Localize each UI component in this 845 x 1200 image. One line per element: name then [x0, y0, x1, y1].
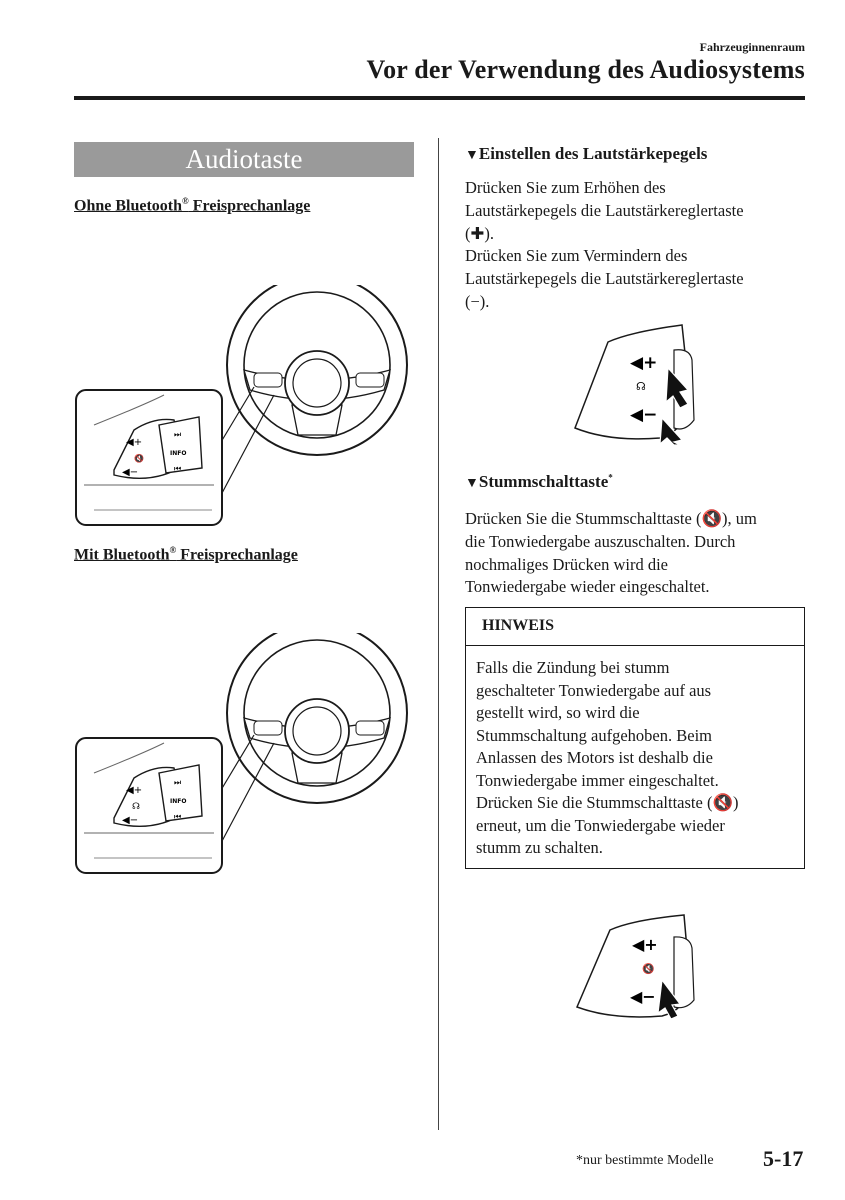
- label-text: Ohne Bluetooth: [74, 197, 183, 215]
- volume-instructions: [465, 177, 810, 314]
- text-line: Falls die Zündung bei stumm: [476, 658, 670, 677]
- text-line: Drücken Sie zum Erhöhen des: [465, 178, 666, 197]
- section-label: Fahrzeuginnenraum: [699, 40, 805, 54]
- note-body: [476, 657, 801, 860]
- mute-icon: 🔇: [134, 454, 144, 463]
- seek-down-icon: ⏮: [174, 464, 182, 473]
- volume-minus-icon: ◀−: [630, 987, 656, 1006]
- switch-closeup-inset: [76, 390, 222, 525]
- header-rule: [74, 96, 805, 100]
- registered-mark: ®: [182, 196, 189, 206]
- footnote: *nur bestimmte Modelle: [576, 1153, 714, 1168]
- label-text: Mit Bluetooth: [74, 546, 170, 564]
- info-label: INFO: [170, 450, 187, 457]
- text-line: nochmaliges Drücken wird die: [465, 554, 668, 574]
- text-line: Lautstärkepegels die Lautstärkereglertaste: [465, 200, 744, 220]
- steering-wheel: [221, 633, 407, 843]
- text-line: Tonwiedergabe immer eingeschaltet.: [476, 770, 719, 790]
- text-line: geschalteter Tonwiedergabe auf aus: [476, 680, 712, 700]
- label-without-bluetooth: [74, 196, 310, 215]
- label-text-suffix: Freisprechanlage: [188, 197, 311, 215]
- page-number: 5-17: [763, 1146, 804, 1171]
- text-line: Tonwiedergabe wieder eingeschaltet.: [465, 577, 710, 597]
- text-line: stumm zu schalten.: [476, 838, 603, 857]
- heading-mute: [465, 472, 613, 492]
- mute-instructions: [465, 508, 810, 599]
- seek-up-icon: ⏭: [174, 778, 182, 787]
- text-line: die Tonwiedergabe auszuschalten. Durch: [465, 531, 736, 551]
- text-line: Lautstärkepegels die Lautstärkereglertaste: [465, 269, 744, 289]
- note-box: [465, 607, 805, 869]
- label-with-bluetooth: [74, 545, 298, 564]
- talk-icon: ☊: [636, 380, 646, 393]
- info-label: INFO: [170, 798, 187, 805]
- mute-icon: 🔇: [642, 964, 655, 975]
- volume-minus-icon: ◀−: [122, 815, 139, 826]
- audio-switch-illustration: [572, 912, 700, 1022]
- page-title: Vor der Verwendung des Audiosystems: [366, 55, 805, 84]
- seek-down-icon: ⏮: [174, 812, 182, 821]
- registered-mark: ®: [169, 545, 177, 555]
- audio-switch-illustration: [570, 320, 698, 445]
- heading-text: Einstellen des Lautstärkepegels: [478, 144, 708, 163]
- volume-minus-icon: ◀−: [122, 467, 139, 478]
- text-line: Drücken Sie die Stummschalttaste (🔇), um: [465, 509, 757, 528]
- volume-plus-icon: ◀+: [126, 437, 143, 448]
- text-line: erneut, um die Tonwiedergabe wieder: [476, 815, 725, 835]
- triangle-marker-icon: ▼: [465, 148, 479, 163]
- steering-wheel: [221, 285, 407, 495]
- volume-minus-icon: ◀−: [630, 405, 658, 425]
- text-line: gestellt wird, so wird die: [476, 703, 640, 722]
- text-line: Drücken Sie die Stummschalttaste (🔇): [476, 793, 739, 812]
- text-line: Stummschaltung aufgehoben. Beim: [476, 725, 713, 745]
- volume-plus-icon: ◀+: [126, 785, 143, 796]
- steering-wheel-illustration: [74, 633, 414, 878]
- text-line: Anlassen des Motors ist deshalb die: [476, 748, 713, 767]
- text-line: Drücken Sie zum Vermindern des: [465, 246, 688, 266]
- steering-wheel-illustration: [74, 285, 414, 530]
- note-title: HINWEIS: [466, 608, 804, 646]
- switch-closeup-inset: [76, 738, 222, 873]
- text-line: (−).: [465, 291, 490, 311]
- volume-plus-icon: ◀+: [630, 353, 658, 373]
- column-divider: [438, 138, 439, 1130]
- triangle-marker-icon: ▼: [465, 476, 479, 491]
- talk-icon: ☊: [132, 802, 140, 812]
- section-banner: Audiotaste: [74, 142, 414, 177]
- heading-volume: [465, 144, 707, 164]
- heading-text: Stummschalttaste: [478, 472, 609, 491]
- asterisk-mark: *: [608, 472, 613, 483]
- seek-up-icon: ⏭: [174, 430, 182, 439]
- label-text-suffix: Freisprechanlage: [176, 546, 298, 564]
- volume-plus-icon: ◀+: [632, 935, 658, 954]
- text-line: (✚).: [465, 223, 494, 243]
